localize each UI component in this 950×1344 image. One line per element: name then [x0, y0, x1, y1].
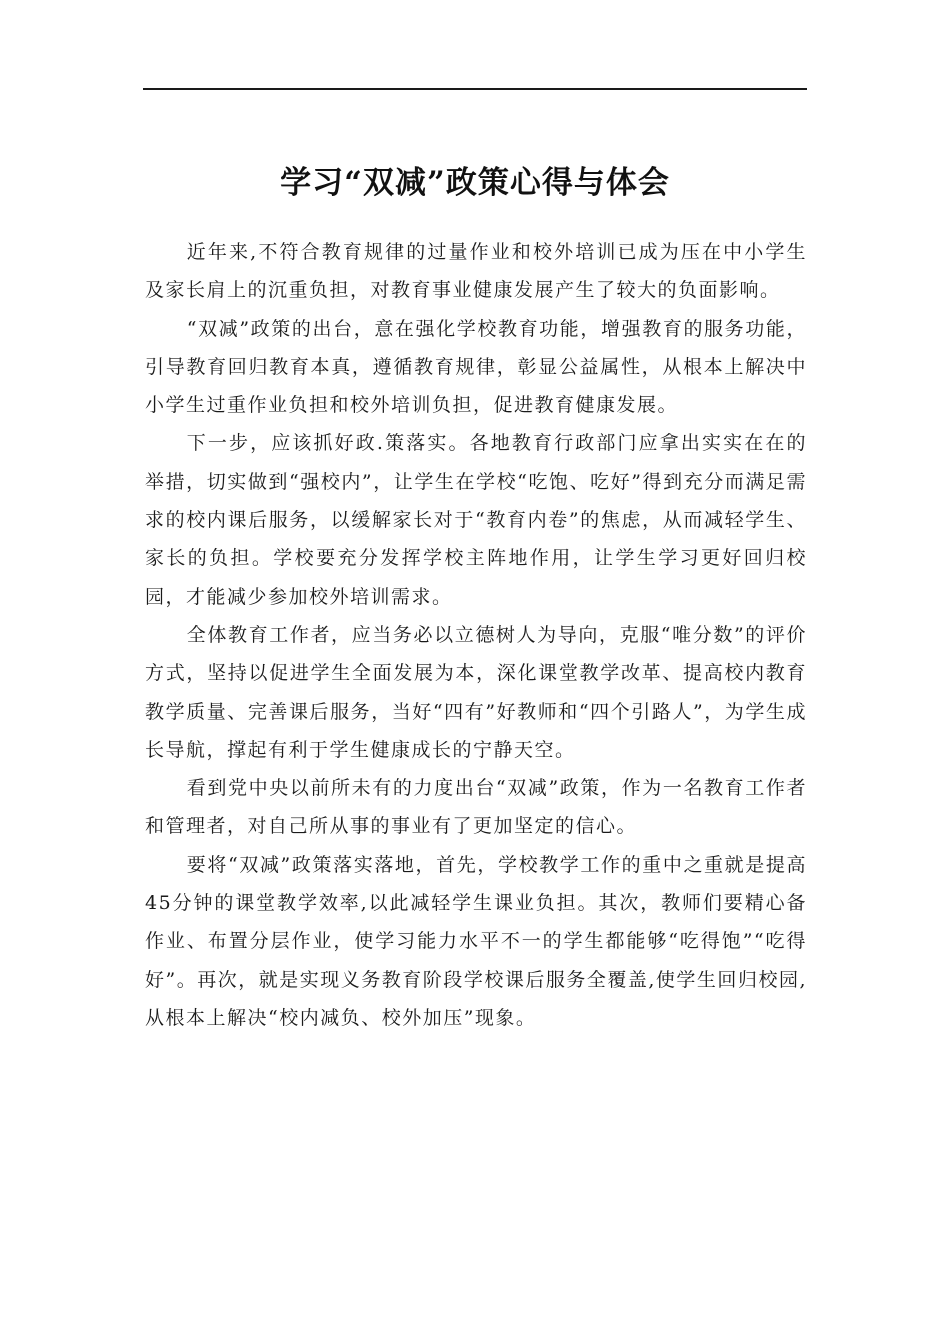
paragraph-5: 看到党中央以前所未有的力度出台“双减”政策，作为一名教育工作者和管理者，对自己所从事的事业有了更加坚定的信心。 [145, 777, 807, 838]
paragraph-2: “双减”政策的出台，意在强化学校教育功能，增强教育的服务功能，引导教育回归教育本真，遵循教育规律，彰显公益属性，从根本上解决中小学生过重作业负担和校外培训负担，促进教育健康发展。 [145, 317, 807, 417]
paragraph-4: 全体教育工作者，应当务必以立德树人为导向，克服“唯分数”的评价方式，坚持以促进学生全面发展为本，深化课堂教学改革、提高校内教育教学质量、完善课后服务，当好“四有”好教师和“四个引路人”，为学生成长导航，撑起有利于学生健康成长的宁静天空。 [145, 623, 807, 761]
paragraph-3: 下一步，应该抓好政.策落实。各地教育行政部门应拿出实实在在的举措，切实做到“强校内”，让学生在学校“吃饱、吃好”得到充分而满足需求的校内课后服务，以缓解家长对于“教育内卷”的焦虑，从而减轻学生、家长的负担。学校要充分发挥学校主阵地作用，让学生学习更好回归校园，才能减少参加校外培训需求。 [145, 432, 807, 608]
document-body [145, 233, 807, 1037]
document-title: 学习“双减”政策心得与体会 [280, 165, 670, 201]
paragraph-1: 近年来,不符合教育规律的过量作业和校外培训已成为压在中小学生及家长肩上的沉重负担，对教育事业健康发展产生了较大的负面影响。 [145, 241, 807, 302]
paragraph-6: 要将“双减”政策落实落地，首先，学校教学工作的重中之重就是提高45分钟的课堂教学效率,以此减轻学生课业负担。其次，教师们要精心备作业、布置分层作业，使学习能力水平不一的学生都能够“吃得饱”“吃得好”。再次，就是实现义务教育阶段学校课后服务全覆盖,使学生回归校园,从根本上解决“校内减负、校外加压”现象。 [145, 853, 807, 1029]
header-rule [143, 88, 807, 90]
